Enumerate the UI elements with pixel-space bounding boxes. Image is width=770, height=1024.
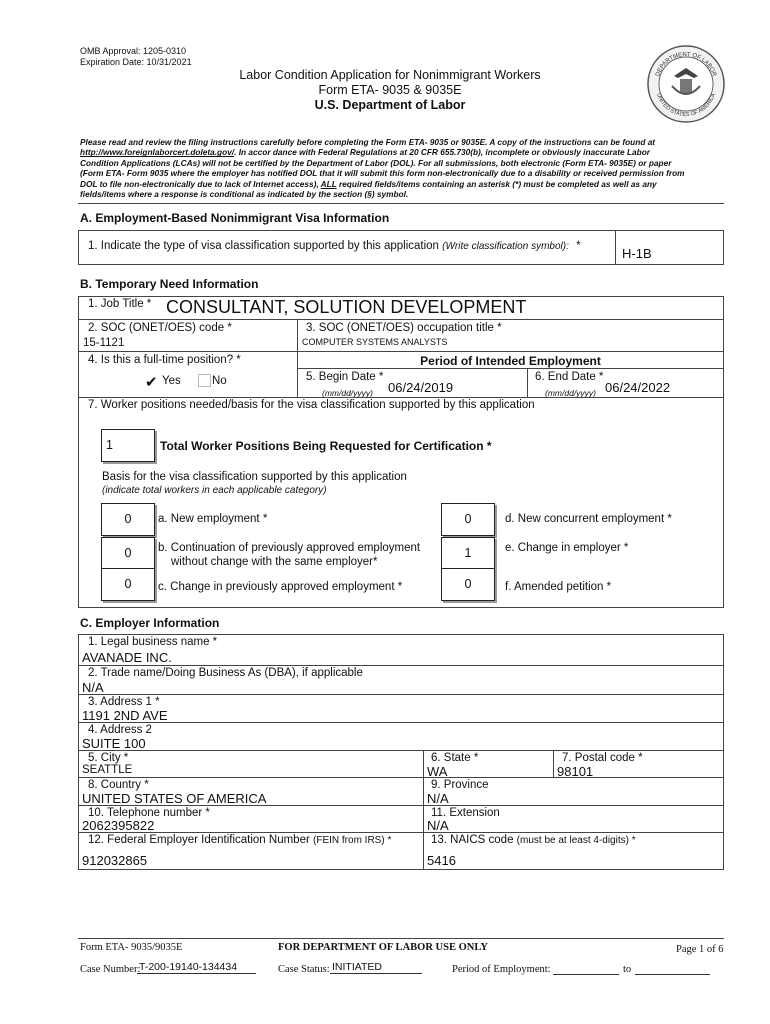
instructions-line: fields/items where a response is conditional as indicated by the section (§) symbol.: [80, 189, 409, 200]
footer-dol-use: FOR DEPARTMENT OF LABOR USE ONLY: [278, 942, 488, 953]
change-employer-label: e. Change in employer *: [505, 542, 629, 554]
change-previous-input[interactable]: 0: [101, 568, 155, 601]
naics-label: [431, 834, 636, 846]
country-value[interactable]: UNITED STATES OF AMERICA: [82, 791, 267, 806]
city-value[interactable]: SEATTLE: [82, 764, 133, 776]
address1-value[interactable]: 1191 2ND AVE: [82, 708, 168, 723]
period-of-employment-label: Period of Employment:: [452, 964, 551, 975]
dba-value[interactable]: N/A: [82, 680, 104, 695]
section-b-title: B. Temporary Need Information: [80, 277, 259, 291]
new-employment-input[interactable]: 0: [101, 503, 155, 536]
new-employment-label: a. New employment *: [158, 513, 268, 525]
address1-label: 3. Address 1 *: [88, 696, 160, 708]
address2-value[interactable]: SUITE 100: [82, 736, 146, 751]
total-positions-label: Total Worker Positions Being Requested for Certification *: [160, 439, 492, 453]
address2-label: 4. Address 2: [88, 724, 152, 736]
divider: [78, 397, 724, 398]
expiration-date: Expiration Date: 10/31/2021: [80, 57, 192, 67]
visa-type-label: [88, 240, 581, 252]
fein-hint: (FEIN from IRS) *: [313, 835, 392, 846]
divider: [297, 368, 724, 369]
change-previous-label: c. Change in previously approved employment *: [158, 581, 403, 593]
visa-type-value[interactable]: H-1B: [622, 246, 652, 261]
divider: [78, 203, 724, 204]
job-title-value[interactable]: CONSULTANT, SOLUTION DEVELOPMENT: [166, 297, 527, 317]
instructions-line: [80, 147, 720, 157]
begin-date-format: (mm/dd/yyyy): [322, 388, 373, 398]
section-a-title: A. Employment-Based Nonimmigrant Visa Information: [80, 211, 390, 225]
divider: [297, 319, 298, 351]
omb-approval: OMB Approval: 1205-0310: [80, 46, 187, 56]
footer-form-number: Form ETA- 9035/9035E: [80, 942, 183, 953]
postal-label: 7. Postal code *: [562, 752, 643, 764]
form-title: Labor Condition Application for Nonimmigrant Workers: [239, 68, 541, 82]
state-label: 6. State *: [431, 752, 479, 764]
state-value[interactable]: WA: [427, 764, 448, 779]
continuation-label-2: without change with the same employer*: [171, 556, 378, 568]
basis-label: Basis for the visa classification supported by this application: [102, 471, 407, 483]
instructions-link[interactable]: http://www.foreignlaborcert.doleta.gov/: [80, 147, 235, 158]
soc-title-label: 3. SOC (ONET/OES) occupation title *: [306, 322, 502, 334]
new-concurrent-input[interactable]: 0: [441, 503, 495, 536]
new-concurrent-label: d. New concurrent employment *: [505, 513, 672, 525]
legal-name-label: 1. Legal business name *: [88, 636, 218, 648]
instructions-text: . In accor dance with Federal Regulations at 20 CFR 655.730(b), incomplete or obviously inaccurate Labor: [234, 147, 651, 158]
extension-value[interactable]: N/A: [427, 818, 449, 833]
seal-text-bottom: UNITED STATES OF AMERICA: [655, 92, 717, 119]
basis-hint: (indicate total workers in each applicable category): [102, 485, 327, 496]
city-label: 5. City *: [88, 752, 129, 764]
period-to-label: to: [623, 964, 632, 975]
page-number: Page 1 of 6: [676, 944, 724, 955]
divider: [423, 750, 424, 870]
agency-name: U.S. Department of Labor: [314, 98, 466, 112]
period-label: Period of Intended Employment: [420, 354, 601, 368]
legal-name-value[interactable]: AVANADE INC.: [82, 650, 172, 665]
soc-code-value[interactable]: 15-1121: [83, 337, 125, 349]
province-label: 9. Province: [431, 779, 489, 791]
case-number-value[interactable]: T-200-19140-134434: [137, 961, 256, 974]
period-end-field[interactable]: [635, 974, 710, 975]
case-status-label: Case Status:: [278, 964, 330, 975]
change-employer-input[interactable]: 1: [441, 537, 495, 570]
divider: [615, 230, 616, 265]
instructions-line: [80, 179, 720, 189]
begin-date-value[interactable]: 06/24/2019: [388, 380, 454, 395]
divider: [78, 665, 724, 666]
end-date-format: (mm/dd/yyyy): [545, 388, 596, 398]
period-start-field[interactable]: [553, 974, 619, 975]
yes-checkbox-checked-icon[interactable]: ✔: [145, 374, 158, 391]
amended-petition-label: f. Amended petition *: [505, 581, 612, 593]
divider: [78, 832, 724, 833]
extension-label: 11. Extension: [431, 807, 500, 819]
instructions-line: Condition Applications (LCAs) will not be certified by the Department of Labor (DOL). For all submissions, both electronic (Form ETA- 9035E) or paper: [80, 157, 672, 168]
end-date-label: 6. End Date *: [535, 371, 604, 383]
fein-value[interactable]: 912032865: [82, 853, 148, 868]
divider: [78, 694, 724, 695]
fulltime-label: 4. Is this a full-time position? *: [88, 354, 241, 366]
positions-question: 7. Worker positions needed/basis for the visa classification supported by this application: [88, 399, 535, 411]
divider: [78, 938, 724, 939]
case-number-label: Case Number:: [80, 964, 141, 975]
visa-type-hint: (Write classification symbol):: [442, 241, 569, 252]
postal-value[interactable]: 98101: [557, 764, 594, 779]
total-positions-input[interactable]: 1: [101, 429, 155, 462]
begin-date-label: 5. Begin Date *: [306, 371, 384, 383]
naics-hint: (must be at least 4-digits) *: [516, 835, 636, 846]
soc-code-label: 2. SOC (ONET/OES) code *: [88, 322, 232, 334]
soc-title-value[interactable]: COMPUTER SYSTEMS ANALYSTS: [302, 337, 448, 347]
divider: [78, 777, 724, 778]
instructions-line: (Form ETA- Form 9035 where the employer has notified DOL that it will submit this form non-electronically due to a disability or received permission from: [80, 168, 685, 179]
no-checkbox[interactable]: [198, 374, 211, 387]
fein-label-text: 12. Federal Employer Identification Number: [88, 834, 310, 846]
section-c-title: C. Employer Information: [80, 616, 220, 630]
naics-label-text: 13. NAICS code: [431, 834, 514, 846]
divider: [78, 750, 724, 751]
required-star: *: [576, 240, 581, 252]
job-title-label: 1. Job Title *: [88, 298, 152, 310]
divider: [527, 368, 528, 397]
end-date-value[interactable]: 06/24/2022: [605, 380, 671, 395]
instructions-all: ALL: [320, 178, 337, 189]
instructions-text: DOL to file non-electronically due to lack of Internet access),: [80, 178, 319, 189]
instructions-line: Please read and review the filing instructions carefully before completing the Form ETA- 9035 or 9035E. A copy of the instructions can be found at: [80, 137, 656, 147]
naics-value[interactable]: 5416: [427, 853, 456, 868]
dba-label: 2. Trade name/Doing Business As (DBA), if applicable: [88, 667, 363, 679]
visa-type-question: 1. Indicate the type of visa classification supported by this application: [88, 240, 439, 252]
form-number: Form ETA- 9035 & 9035E: [318, 83, 462, 97]
amended-petition-input[interactable]: 0: [441, 568, 495, 601]
yes-label: Yes: [162, 375, 181, 387]
divider: [78, 805, 724, 806]
continuation-label: b. Continuation of previously approved employment: [158, 542, 421, 554]
dept-of-labor-seal-icon: [646, 44, 726, 124]
instructions-paragraph: [80, 137, 720, 199]
continuation-input[interactable]: 0: [101, 537, 155, 570]
divider: [78, 722, 724, 723]
case-status-value[interactable]: INITIATED: [330, 961, 422, 974]
no-label: No: [212, 375, 227, 387]
seal-text-top: DEPARTMENT OF LABOR: [655, 51, 717, 78]
divider: [553, 750, 554, 777]
instructions-text: required fields/items containing an asterisk (*) must be completed as well as any: [336, 178, 657, 189]
country-label: 8. Country *: [88, 779, 149, 791]
telephone-label: 10. Telephone number *: [88, 807, 210, 819]
fein-label: [88, 834, 391, 846]
province-value[interactable]: N/A: [427, 791, 449, 806]
telephone-value[interactable]: 2062395822: [82, 818, 155, 833]
divider: [78, 351, 724, 352]
divider: [78, 319, 724, 320]
